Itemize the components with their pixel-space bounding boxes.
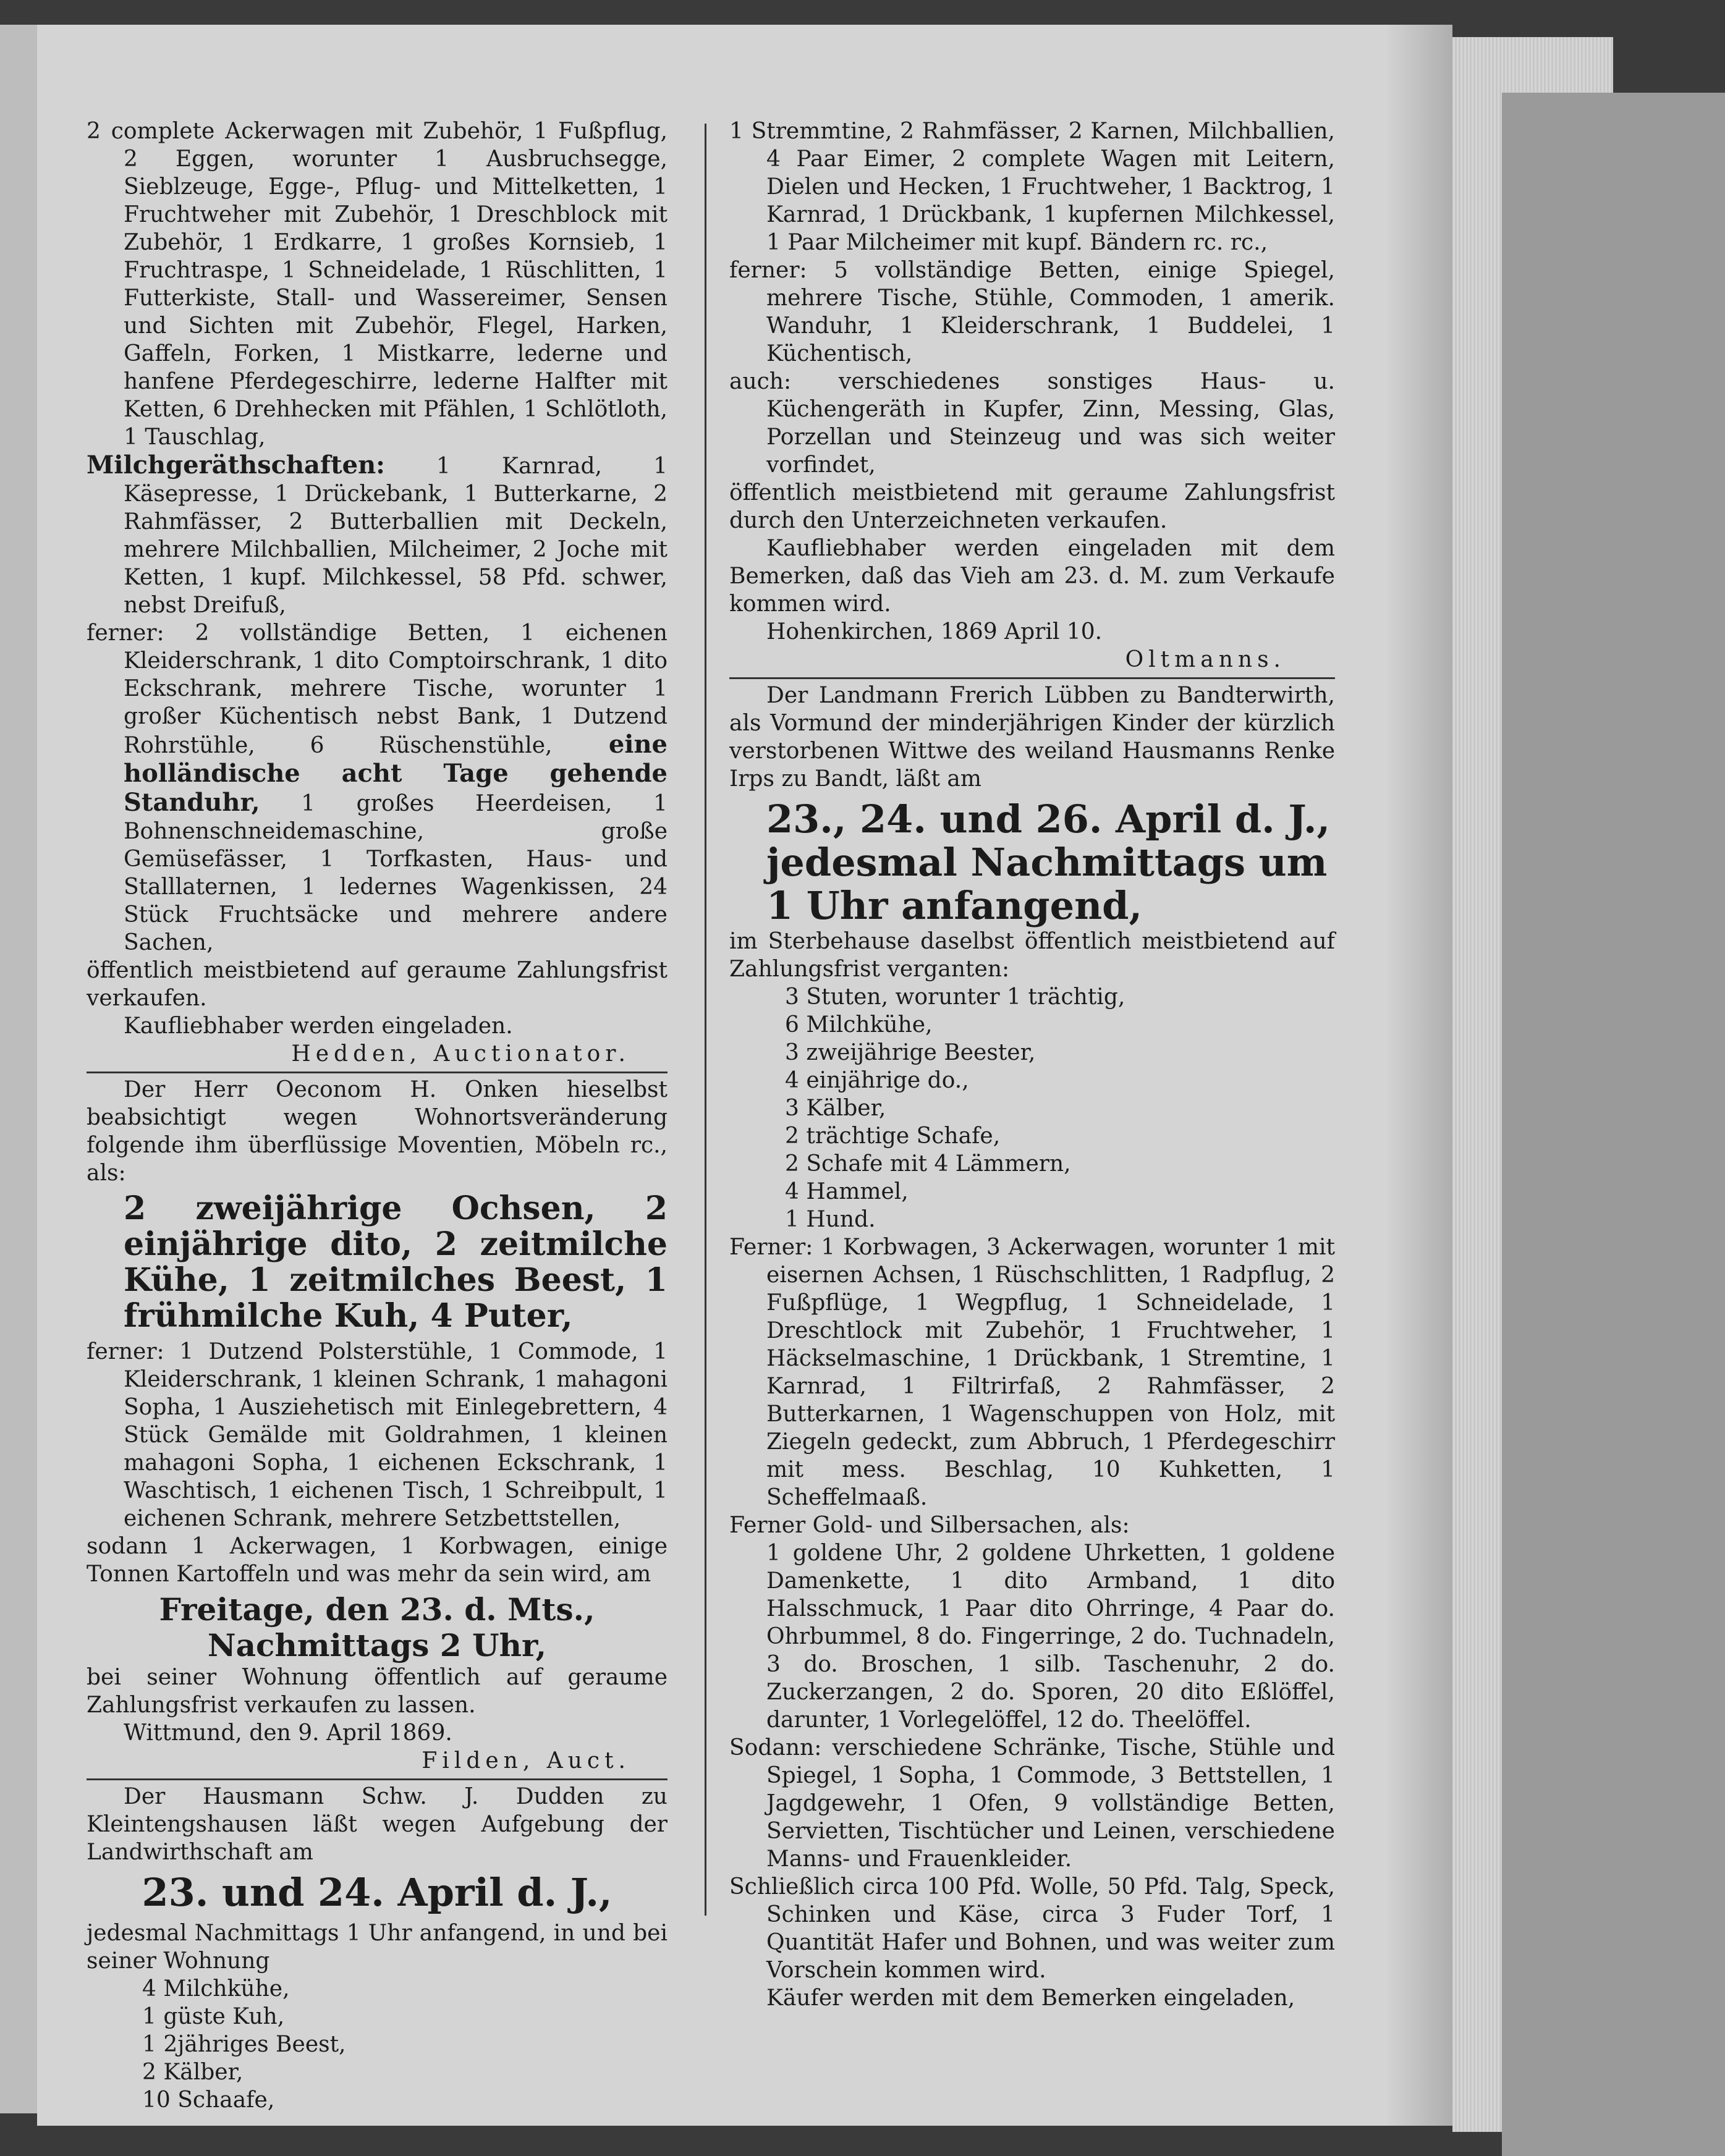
list-item: 4 Hammel, xyxy=(785,1179,909,1204)
sodann-list: Sodann: verschiedene Schränke, Tische, Stühle und Spiegel, 1 Sopha, 1 Commode, 3 Bettstellen, 1 Jagdgewehr, 1 Ofen, 9 vollständige Betten, Servietten, Tischtücher und Leinen, verschiedene Manns- und Frauenkleider. xyxy=(729,1735,1335,1872)
page-shadow xyxy=(1384,25,1452,2126)
list-item: 1 2jähriges Beest, xyxy=(142,2032,346,2057)
column-divider xyxy=(705,124,706,1916)
sale-place: im Sterbehause daselbst öffentlich meistbietend auf Zahlungsfrist verganten: xyxy=(729,929,1335,982)
milk-equipment xyxy=(87,451,668,619)
ad-separator xyxy=(87,1778,668,1780)
place-date: Wittmund, den 9. April 1869. xyxy=(124,1720,452,1746)
list-item: 3 Kälber, xyxy=(785,1096,886,1121)
left-column xyxy=(87,117,668,2114)
ad-intro: Der Herr Oeconom H. Onken hieselbst beabsichtigt wegen Wohnortsveränderung folgende ihm überflüssige Moventien, Möbeln rc., als: xyxy=(87,1077,668,1186)
sale-date: Freitage, den 23. d. Mts., xyxy=(159,1591,595,1628)
list-item: 2 trächtige Schafe, xyxy=(785,1123,1001,1149)
list-item: 2 Schafe mit 4 Lämmern, xyxy=(785,1151,1071,1177)
list-item: 4 Milchkühe, xyxy=(142,1976,290,2002)
continued-list: 1 Stremmtine, 2 Rahmfässer, 2 Karnen, Milchballien, 4 Paar Eimer, 2 complete Wagen mit Leitern, Dielen und Hecken, 1 Fruchtweher, 1 Backtrog, 1 Karnrad, 1 Drückbank, 1 kupfernen Milchkessel, 1 Paar Milcheimer mit kupf. Bändern rc. rc., xyxy=(729,119,1335,255)
signature: Oltmanns. xyxy=(1125,647,1286,672)
ferner-text: ferner: 2 vollständige Betten, 1 eichenen Kleiderschrank, 1 dito Comptoirschrank, 1 dito Eckschrank, mehrere Tische, worunter 1 großer Küchentisch nebst Bank, 1 Dutzend Rohrstühle, 6 Rüschenstühle, xyxy=(87,620,668,758)
milk-heading: Milchgeräthschaften: xyxy=(87,450,385,480)
sale-text: öffentlich meistbietend auf geraume Zahlungsfrist verkaufen. xyxy=(87,958,668,1011)
ad-intro: Der Hausmann Schw. J. Dudden zu Kleintengshausen läßt wegen Aufgebung der Landwirthschaft am xyxy=(87,1784,668,1865)
sale-text: öffentlich meistbietend mit geraume Zahlungsfrist durch den Unterzeichneten verkaufen. xyxy=(729,480,1335,533)
sale-date: 23., 24. und 26. April d. J., xyxy=(766,797,1331,842)
sale-time: Nachmittags 2 Uhr, xyxy=(207,1627,547,1664)
list-item: 6 Milchkühe, xyxy=(785,1012,933,1038)
book-cover-board xyxy=(1502,93,1725,2156)
ad-intro: 2 complete Ackerwagen mit Zubehör, 1 Fußpflug, 2 Eggen, worunter 1 Ausbruchsegge, Sieblzeuge, Egge-, Pflug- und Mittelketten, 1 Fruchtweher mit Zubehör, 1 Dreschblock mit Zubehör, 1 Erdkarre, 1 großes Kornsieb, 1 Fruchtraspe, 1 Schneidelade, 1 Rüschlitten, 1 Futterkiste, Stall- und Wassereimer, Sensen und Sichten mit Zubehör, Flegel, Harken, Gaffeln, Forken, 1 Mistkarre, lederne und hanfene Pferdegeschirre, lederne Halfter mit Ketten, 6 Drehhecken mit Pfählen, 1 Schlötloth, 1 Tauschlag, xyxy=(87,119,668,450)
sale-time: jedesmal Nachmittags um 1 Uhr anfangend, xyxy=(766,840,1328,928)
list-item: 3 zweijährige Beester, xyxy=(785,1040,1036,1065)
livestock-highlight: 2 zweijährige Ochsen, 2 einjährige dito, 2 zeitmilche Kühe, 1 zeitmilches Beest, 1 frühmilche Kuh, 4 Puter, xyxy=(124,1190,668,1335)
place-date: Hohenkirchen, 1869 April 10. xyxy=(766,619,1103,645)
gold-list: 1 goldene Uhr, 2 goldene Uhrketten, 1 goldene Damenkette, 1 dito Armband, 1 dito Halsschmuck, 1 Paar dito Ohrringe, 4 Paar do. Ohrbummel, 8 do. Fingerringe, 2 do. Tuchnadeln, 3 do. Broschen, 1 silb. Taschenuhr, 2 do. Zuckerzangen, 2 do. Sporen, 20 dito Eßlöffel, darunter, 1 Vorlegelöffel, 12 do. Theelöffel. xyxy=(766,1541,1335,1733)
ferner-rest: 1 großes Heerdeisen, 1 Bohnenschneidemaschine, große Gemüsefässer, 1 Torfkasten, Haus- und Stalllaternen, 1 ledernes Wagenkissen, 24 Stück Fruchtsäcke und mehrere andere Sachen, xyxy=(124,791,668,955)
signature: Filden, Auct. xyxy=(422,1748,630,1773)
invite-text: Kaufliebhaber werden eingeladen mit dem Bemerken, daß das Vieh am 23. d. M. zum Verkaufe kommen wird. xyxy=(729,536,1335,617)
right-column xyxy=(729,117,1335,2012)
sale-text: bei seiner Wohnung öffentlich auf geraume Zahlungsfrist verkaufen zu lassen. xyxy=(87,1665,668,1718)
ad-separator xyxy=(87,1072,668,1073)
list-item: 2 Kälber, xyxy=(142,2060,244,2085)
auch-list: auch: verschiedenes sonstiges Haus- u. Küchengeräth in Kupfer, Zinn, Messing, Glas, Porzellan und Steinzeug und was sich weiter vorfindet, xyxy=(729,369,1335,478)
list-item: 10 Schaafe, xyxy=(142,2087,275,2113)
ad-separator xyxy=(729,677,1335,679)
invite-text: Kaufliebhaber werden eingeladen. xyxy=(124,1013,513,1039)
ferner-list: ferner: 1 Dutzend Polsterstühle, 1 Commode, 1 Kleiderschrank, 1 kleinen Schrank, 1 mahagoni Sopha, 1 Ausziehetisch mit Einlegebrettern, 4 Stück Gemälde mit Goldrahmen, 1 kleinen mahagoni Sopha, 1 eichenen Eckschrank, 1 Waschtisch, 1 eichenen Tisch, 1 Schreibpult, 1 eichenen Schrank, mehrere Setzbettstellen, xyxy=(87,1339,668,1531)
ferner-list xyxy=(87,619,668,957)
list-item: 4 einjährige do., xyxy=(785,1068,969,1093)
sale-time: jedesmal Nachmittags 1 Uhr anfangend, in und bei seiner Wohnung xyxy=(87,1921,668,1974)
milk-text: 1 Karnrad, 1 Käsepresse, 1 Drückebank, 1 Butterkarne, 2 Rahmfässer, 2 Butterballien mit Deckeln, mehrere Milchballien, Milcheimer, 2 Joche mit Ketten, 1 kupf. Milchkessel, 58 Pfd. schwer, nebst Dreifuß, xyxy=(124,454,668,618)
list-item: 1 Hund. xyxy=(785,1207,876,1232)
list-item: 3 Stuten, worunter 1 trächtig, xyxy=(785,984,1125,1010)
buyers-text: Käufer werden mit dem Bemerken eingeladen, xyxy=(766,1985,1295,2011)
facing-page-edge xyxy=(0,25,37,2113)
ferner-heading: Ferner Gold- und Silbersachen, als: xyxy=(729,1513,1130,1538)
sale-date: 23. und 24. April d. J., xyxy=(142,1870,612,1915)
ferner-list: Ferner: 1 Korbwagen, 3 Ackerwagen, worunter 1 mit eisernen Achsen, 1 Rüschschlitten, 1 Radpflug, 2 Fußpflüge, 1 Wegpflug, 1 Schneidelade, 1 Dreschtlock mit Zubehör, 1 Fruchtweher, 1 Häckselmaschine, 1 Drückbank, 1 Stremtine, 1 Karnrad, 1 Filtrirfaß, 2 Rahmfässer, 2 Butterkarnen, 1 Wagenschuppen von Holz, mit Ziegeln gedeckt, zum Abbruch, 1 Pferdegeschirr mit mess. Beschlag, 10 Kuhketten, 1 Scheffelmaaß. xyxy=(729,1235,1335,1510)
schliesslich-list: Schließlich circa 100 Pfd. Wolle, 50 Pfd. Talg, Speck, Schinken und Käse, circa 3 Fuder Torf, 1 Quantität Hafer und Bohnen, und was weiter zum Vorschein kommen wird. xyxy=(729,1874,1335,1983)
ad-intro: Der Landmann Frerich Lübben zu Bandterwirth, als Vormund der minderjährigen Kinder der kürzlich verstorbenen Wittwe des weiland Hausmanns Renke Irps zu Bandt, läßt am xyxy=(729,683,1335,792)
ferner-list: ferner: 5 vollständige Betten, einige Spiegel, mehrere Tische, Stühle, Commoden, 1 amerik. Wanduhr, 1 Kleiderschrank, 1 Buddelei, 1 Küchentisch, xyxy=(729,258,1335,366)
list-item: 1 güste Kuh, xyxy=(142,2004,285,2029)
sodann-text: sodann 1 Ackerwagen, 1 Korbwagen, einige Tonnen Kartoffeln und was mehr da sein wird, am xyxy=(87,1534,668,1587)
signature: Hedden, Auctionator. xyxy=(291,1041,630,1067)
standuhr-highlight: eine holländische acht Tage gehende Standuhr, xyxy=(124,730,668,817)
